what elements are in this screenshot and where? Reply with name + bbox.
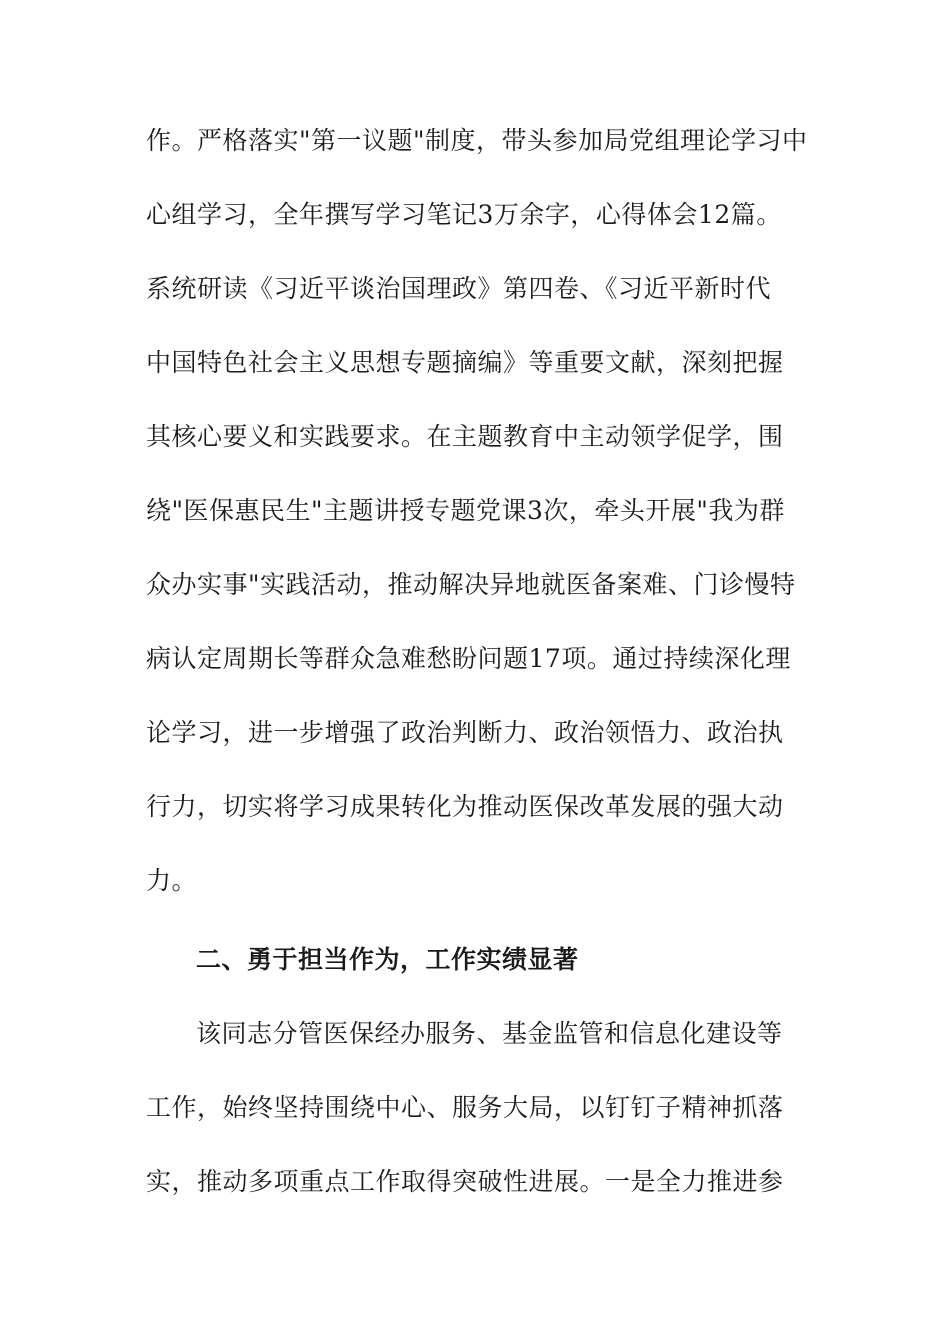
body-text-line: 心组学习，全年撰写学习笔记3万余字，心得体会12篇。 — [146, 200, 782, 229]
body-text-line: 实，推动多项重点工作取得突破性进展。一是全力推进参 — [146, 1167, 784, 1196]
body-text-line: 工作，始终坚持围绕中心、服务大局，以钉钉子精神抓落 — [146, 1093, 784, 1122]
body-text-line: 病认定周期长等群众急难愁盼问题17项。通过持续深化理 — [146, 644, 791, 673]
body-text-line: 其核心要义和实践要求。在主题教育中主动领学促学，围 — [146, 422, 784, 451]
body-text-line: 中国特色社会主义思想专题摘编》等重要文献，深刻把握 — [146, 348, 784, 377]
body-text-line: 该同志分管医保经办服务、基金监管和信息化建设等 — [196, 1019, 783, 1048]
body-text-line: 行力，切实将学习成果转化为推动医保改革发展的强大动 — [146, 792, 784, 821]
body-text-line: 力。 — [146, 866, 198, 895]
body-text-line: 论学习，进一步增强了政治判断力、政治领悟力、政治执 — [146, 718, 784, 747]
body-text-line: 系统研读《习近平谈治国理政》第四卷、《习近平新时代 — [146, 274, 772, 303]
body-text-line: 众办实事"实践活动，推动解决异地就医备案难、门诊慢特 — [146, 570, 796, 599]
section-heading: 二、勇于担当作为，工作实绩显著 — [196, 945, 579, 974]
body-text-line: 作。严格落实"第一议题"制度，带头参加局党组理论学习中 — [146, 126, 808, 155]
body-text-line: 绕"医保惠民生"主题讲授专题党课3次，牵头开展"我为群 — [146, 496, 785, 525]
